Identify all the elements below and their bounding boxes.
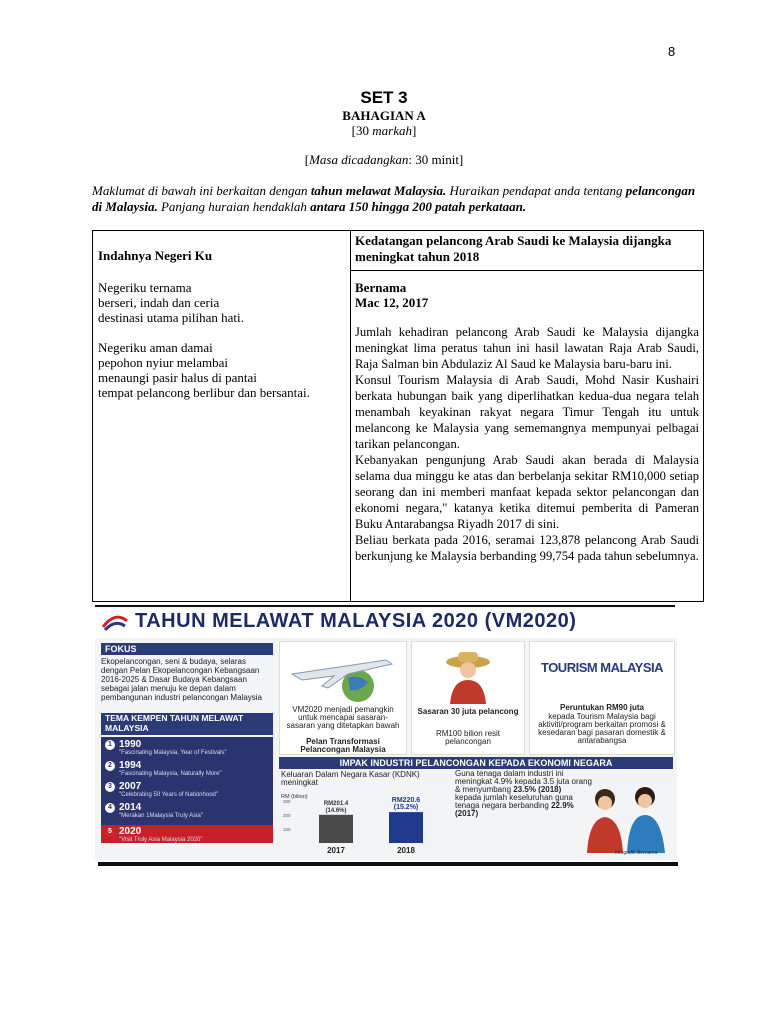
chart-category-label: 2018 — [397, 846, 415, 855]
infographic-bottom-line — [98, 862, 678, 866]
fokus-text: Ekopelancongan, seni & budaya, selaras dengan Pelan Ekopelancongan Kebangsaan 2016-2025 & Dasar Budaya Kebangsaan sebagai jalan menuju ke depan dalam pembangunan industri pelancongan Malaysia — [101, 657, 262, 702]
impak-header: IMPAK INDUSTRI PELANCONGAN KEPADA EKONOMI NEGARA — [279, 757, 673, 769]
poem-stanza-2 — [98, 340, 344, 400]
page-number: 8 — [668, 44, 676, 59]
card-plane — [279, 641, 407, 755]
poem-line: Negeriku ternama — [98, 280, 192, 295]
chart-data-label: RM220.6 — [391, 797, 421, 805]
chart-data-label: (14.6%) — [325, 807, 347, 814]
card-target-bold: Sasaran 30 juta pelancong — [417, 707, 519, 716]
poem-line: berseri, indah dan ceria — [98, 295, 220, 310]
card-plane-bold: Pelan Transformasi Pelancongan Malaysia — [300, 737, 386, 754]
card-allocation-text: kepada Tourism Malaysia bagi aktiviti/program berkaitan promosi & kesedaran bagi pasaran domestik & antarabangsa — [538, 712, 666, 745]
workers-icon — [581, 781, 673, 853]
card-allocation — [529, 641, 675, 755]
y-tick-label: 200 — [283, 813, 291, 818]
tema-list: 1 1990 "Fascinating Malaysia, Year of Festivals" 2 1994 "Fascinating Malaysia, Naturally More" 3 2007 "Celebrating 50 Years of Nationhood" 4 2014 "Merakan 1Malaysia Truly Asia" 5 2020 "Visit Truly Asia Malaysia 2020" — [101, 737, 273, 843]
chart-bar — [319, 815, 353, 843]
poem-line: Negeriku aman damai — [98, 340, 213, 355]
article-headline: Kedatangan pelancong Arab Saudi ke Malaysia dijangka meningkat tahun 2018 — [355, 233, 672, 264]
kdnk-label: Keluaran Dalam Negara Kasar (KDNK) meningkat — [281, 770, 420, 787]
card-target — [411, 641, 525, 755]
poem-title: Indahnya Negeri Ku — [98, 248, 213, 263]
chart-ylabel: RM (bilion) — [281, 794, 308, 800]
chart-data-label: (15.2%) — [393, 804, 419, 812]
infographic-title: TAHUN MELAWAT MALAYSIA 2020 (VM2020) — [135, 610, 577, 632]
table-header-line — [350, 270, 704, 271]
article-paragraph: Konsul Tourism Malaysia di Arab Saudi, Mohd Nasir Kushairi berkata hubungan baik yang diperlihatkan kedua-dua negara telah menambah keyakinan rakyat negara Timur Tengah itu untuk melancong ke Malaysia yang sememangnya mempunyai pelbagai tarikan pelancongan. — [355, 373, 699, 451]
chart-bar — [389, 812, 423, 843]
kdnk-bar-chart — [281, 789, 451, 855]
tourism-malaysia-logo: TOURISM MALAYSIA — [540, 660, 663, 675]
tourist-icon — [438, 648, 498, 704]
infographic-top-line — [95, 605, 675, 607]
poem-line: menaungi pasir halus di pantai — [98, 370, 257, 385]
card-allocation-bold: Peruntukan RM90 juta — [559, 703, 644, 712]
infographic-credit: Infografik Bernama — [615, 850, 658, 856]
poem-line: tempat pelancong berlibur dan bersantai. — [98, 385, 310, 400]
set-title: SET 3 — [360, 88, 408, 107]
guna-tenaga-text: Guna tenaga dalam industri ini meningkat 4.9% kepada 3.5 juta orang & menyumbang 23.5% (2018) kepada jumlah keseluruhan guna tenaga negara berbanding 22.9% (2017) — [455, 769, 592, 818]
chart-category-label: 2017 — [327, 846, 345, 855]
article-paragraph: Beliau berkata pada 2016, seramai 123,878 pelancong Arab Saudi berkunjung ke Malaysia berbanding 99,754 pada tahun sebelumnya. — [355, 533, 699, 563]
vm2020-logo-icon — [101, 611, 129, 633]
article-body — [355, 324, 699, 564]
tema-header: TEMA KEMPEN TAHUN MELAWAT MALAYSIA — [101, 713, 273, 735]
article-source: Bernama — [355, 280, 407, 295]
poem-line: pepohon nyiur melambai — [98, 355, 228, 370]
plane-globe-icon — [288, 648, 398, 702]
article-date: Mac 12, 2017 — [355, 295, 429, 310]
chart-data-label: RM201.4 — [323, 800, 349, 807]
y-tick-label: 100 — [283, 827, 291, 832]
time-suggestion: [Masa dicadangkan: 30 minit] — [304, 152, 464, 167]
poem-stanza-1 — [98, 280, 344, 325]
table-divider — [350, 230, 351, 602]
section-title: BAHAGIAN A — [342, 108, 426, 123]
infographic — [95, 605, 677, 860]
y-tick-label: 300 — [283, 799, 291, 804]
card-target-text: RM100 bilion resit pelancongan — [435, 729, 501, 746]
poem-line: destinasi utama pilihan hati. — [98, 310, 244, 325]
instruction: Maklumat di bawah ini berkaitan dengan tahun melawat Malaysia. Huraikan pendapat anda tentang pelancongan di Malaysia. Panjang huraian hendaklah antara 150 hingga 200 patah perkataan. — [92, 183, 696, 214]
card-plane-text: VM2020 menjadi pemangkin untuk mencapai sasaran-sasaran yang ditetapkan bawah — [286, 705, 400, 730]
article-paragraph: Jumlah kehadiran pelancong Arab Saudi ke Malaysia dijangka meningkat lima peratus tahun ini hasil lawatan Raja Arab Saudi, Raja Salman bin Abdulaziz Al Saud ke Malaysia baru-baru ini. — [355, 325, 699, 371]
marks-label: [30 markah] — [351, 123, 417, 138]
fokus-header: FOKUS — [101, 643, 273, 655]
article-paragraph: Kebanyakan pengunjung Arab Saudi akan berada di Malaysia selama dua minggu ke atas dan berbelanja sekitar RM10,000 setiap seorang dan ini memberi manfaat kepada sektor pelancongan dan ekonomi negara," katanya ketika ditemui pemberita di Pameran Buku Antarabangsa Riyadh 2017 di sini. — [355, 453, 699, 531]
